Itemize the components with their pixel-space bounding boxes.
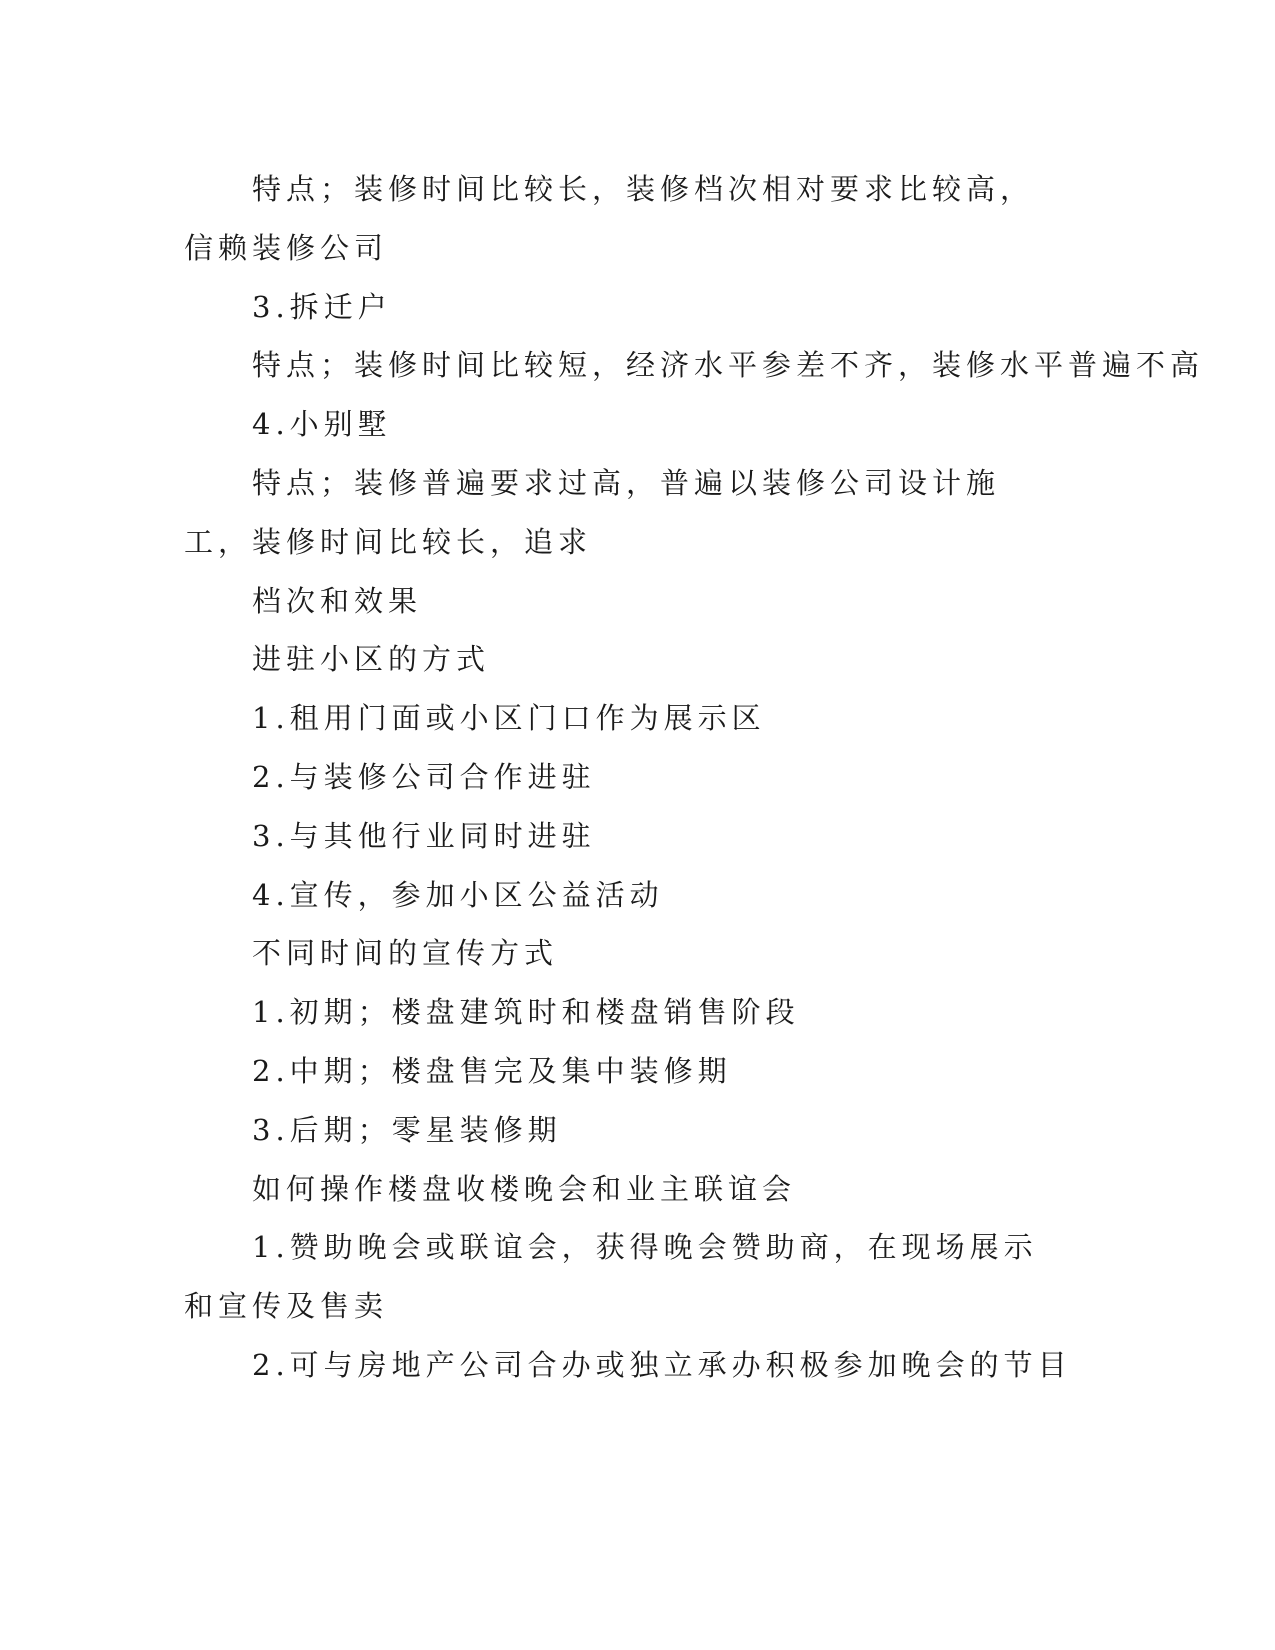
list-item-co-host-event: 2.可与房地产公司合办或独立承办积极参加晚会的节目 <box>252 1347 1072 1382</box>
document-body <box>184 160 1205 1395</box>
heading-small-villa: 4.小别墅 <box>252 407 392 442</box>
paragraph-feature-villa: 特点；装修普遍要求过高，普遍以装修公司设计施工，装修时间比较长，追求 <box>184 465 1001 559</box>
list-item-partner-decoration-company: 2.与装修公司合作进驻 <box>252 759 596 794</box>
list-item-early-stage: 1.初期；楼盘建筑时和楼盘销售阶段 <box>252 995 800 1030</box>
list-item-rent-storefront: 1.租用门面或小区门口作为展示区 <box>252 701 766 736</box>
heading-relocation-households: 3.拆迁户 <box>252 289 392 324</box>
list-item-middle-stage: 2.中期；楼盘售完及集中装修期 <box>252 1053 732 1088</box>
list-item-late-stage: 3.后期；零星装修期 <box>252 1112 562 1147</box>
list-item-public-welfare: 4.宣传，参加小区公益活动 <box>252 877 664 912</box>
paragraph-feature-high-end: 特点；装修时间比较长，装修档次相对要求比较高，信赖装修公司 <box>184 172 1035 265</box>
heading-community-entry-methods: 进驻小区的方式 <box>252 642 491 677</box>
paragraph-grade-and-effect: 档次和效果 <box>252 583 423 618</box>
list-item-partner-other-industries: 3.与其他行业同时进驻 <box>252 818 596 853</box>
heading-promotion-by-period: 不同时间的宣传方式 <box>252 936 559 971</box>
heading-owner-events: 如何操作楼盘收楼晚会和业主联谊会 <box>252 1171 797 1206</box>
list-item-sponsor-event: 1.赞助晚会或联谊会，获得晚会赞助商，在现场展示和宣传及售卖 <box>184 1230 1038 1324</box>
paragraph-feature-relocation: 特点；装修时间比较短，经济水平参差不齐，装修水平普遍不高 <box>252 348 1205 383</box>
